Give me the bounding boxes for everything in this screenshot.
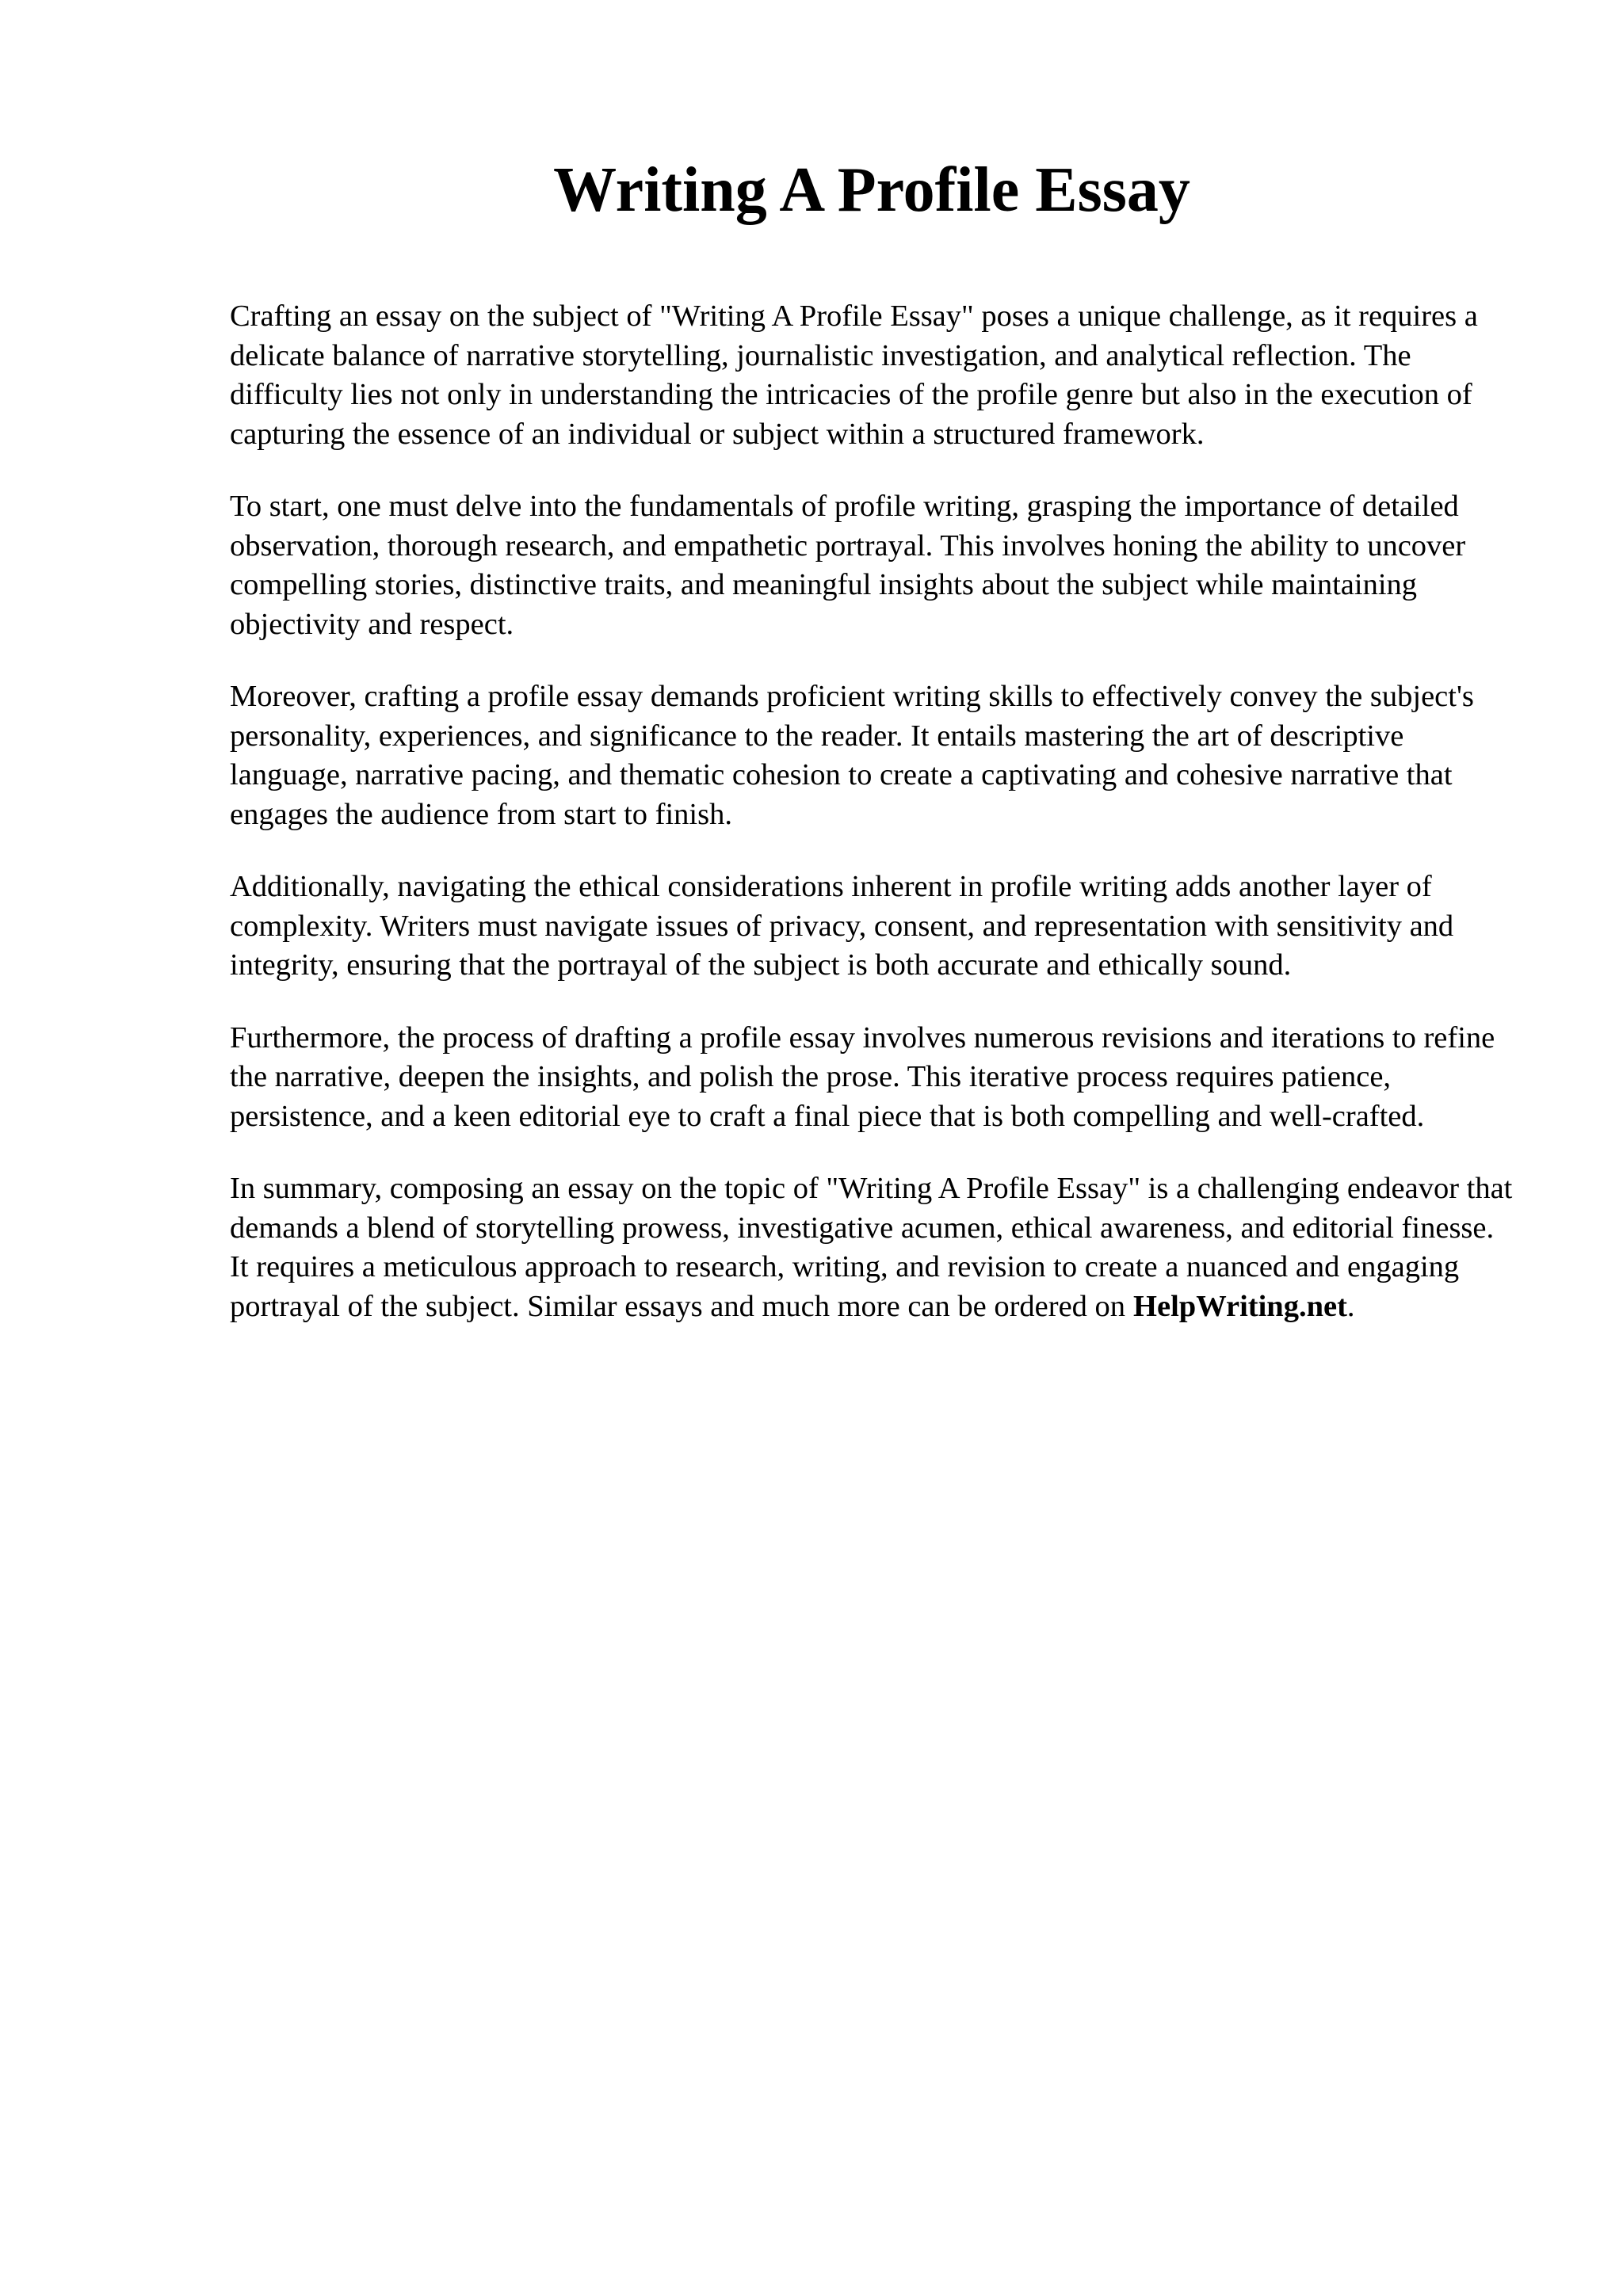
paragraph-4: Additionally, navigating the ethical considerations inherent in profile writing adds another layer of complexity. Writers must navigate issues of privacy, consent, and representation with sensitivity and integrity, ensuring that the portrayal of the subject is both accurate and ethically sound. (230, 870, 1454, 982)
page-title: Writing A Profile Essay (553, 155, 1190, 225)
paragraph-1: Crafting an essay on the subject of "Writing A Profile Essay" poses a unique challenge, as it requires a delicate balance of narrative storytelling, journalistic investigation, and analytical reflection. The difficulty lies not only in understanding the intricacies of the profile genre but also in the execution of capturing the essence of an individual or subject within a structured framework. (230, 299, 1478, 451)
paragraph-2: To start, one must delve into the fundamentals of profile writing, grasping the importance of detailed observation, thorough research, and empathetic portrayal. This involves honing the ability to uncover compelling stories, distinctive traits, and meaningful insights about the subject while maintaining objectivity and respect. (230, 490, 1466, 641)
summary-paragraph (230, 1169, 1514, 1326)
paragraph-3: Moreover, crafting a profile essay demands proficient writing skills to effectively convey the subject's personality, experiences, and significance to the reader. It entails mastering the art of descriptive language, narrative pacing, and thematic cohesion to create a captivating and cohesive narrative that engages the audience from start to finish. (230, 680, 1474, 831)
summary-end-punctuation: . (1346, 1289, 1355, 1323)
summary-text: In summary, composing an essay on the topic of "Writing A Profile Essay" is a challenging endeavor that demands a blend of storytelling prowess, investigative acumen, ethical awareness, and editorial finesse. It requires a meticulous approach to research, writing, and revision to create a nuanced and engaging portrayal of the subject. Similar essays and much more can be ordered on (230, 1172, 1513, 1323)
paragraph-5: Furthermore, the process of drafting a profile essay involves numerous revisions and iterations to refine the narrative, deepen the insights, and polish the prose. This iterative process requires patience, persistence, and a keen editorial eye to craft a final piece that is both compelling and well-crafted. (230, 1020, 1495, 1133)
helpwriting-link[interactable]: HelpWriting.net (1133, 1289, 1347, 1323)
essay-body (230, 297, 1514, 1360)
